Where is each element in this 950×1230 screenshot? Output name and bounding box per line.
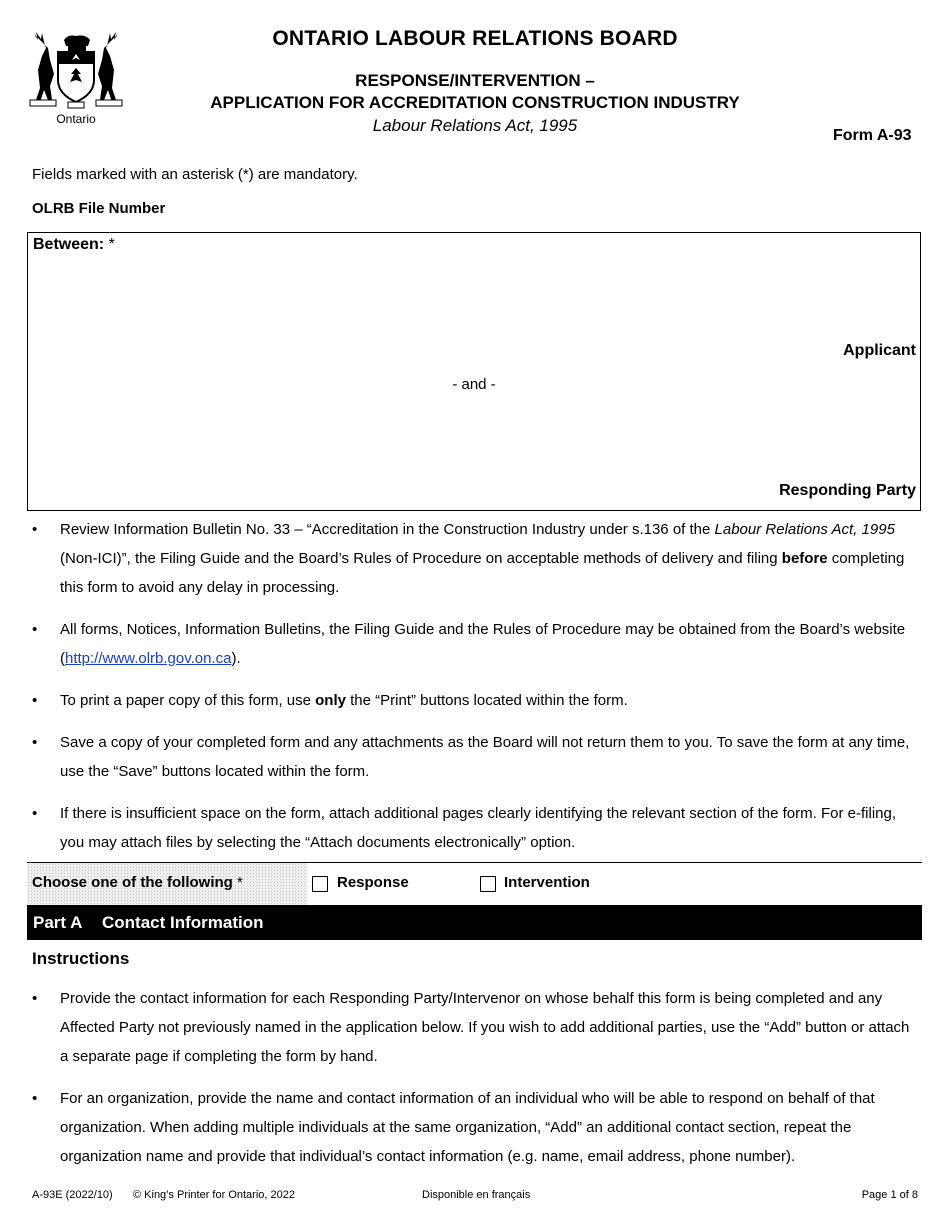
list-item: • Provide the contact information for each Responding Party/Intervenor on whose behalf this form is being completed and any Affected Party not previously named in the application below. If you wish to add additional parties, use the “Add” button or attach a separate page if completing the form by hand. bbox=[32, 984, 918, 1071]
bullet-icon: • bbox=[32, 621, 38, 638]
footer-copyright: © King’s Printer for Ontario, 2022 bbox=[133, 1189, 295, 1201]
and-separator: - and - bbox=[452, 376, 496, 393]
intervention-checkbox[interactable] bbox=[480, 876, 496, 892]
bullet-icon: • bbox=[32, 521, 38, 538]
bullet-icon: • bbox=[32, 805, 38, 822]
bullet-icon: • bbox=[32, 734, 38, 751]
part-a-number: Part A bbox=[33, 913, 83, 932]
intervention-option-label[interactable]: Intervention bbox=[504, 874, 590, 891]
choose-one-label: Choose one of the following * bbox=[32, 874, 243, 891]
footer-form-code: A-93E (2022/10) bbox=[32, 1189, 113, 1201]
part-a-header bbox=[27, 905, 922, 940]
general-instructions-list bbox=[32, 515, 918, 870]
bullet-icon: • bbox=[32, 692, 38, 709]
response-checkbox[interactable] bbox=[312, 876, 328, 892]
olrb-file-number-label: OLRB File Number bbox=[32, 200, 166, 217]
footer-french-available: Disponible en français bbox=[422, 1189, 531, 1201]
bullet-icon: • bbox=[32, 990, 38, 1007]
board-title: ONTARIO LABOUR RELATIONS BOARD bbox=[272, 27, 678, 50]
responding-party-label: Responding Party bbox=[779, 482, 916, 499]
applicant-label: Applicant bbox=[843, 342, 916, 359]
olrb-website-link[interactable]: http://www.olrb.gov.on.ca bbox=[65, 650, 232, 667]
instructions-heading: Instructions bbox=[32, 949, 130, 968]
form-subtitle-line-1: RESPONSE/INTERVENTION – bbox=[355, 71, 595, 90]
parties-box[interactable] bbox=[27, 232, 921, 511]
footer-page-number: Page 1 of 8 bbox=[861, 1189, 918, 1201]
list-item: • All forms, Notices, Information Bulletins, the Filing Guide and the Rules of Procedure may be obtained from the Board’s website (http://www.olrb.gov.on.ca). bbox=[32, 615, 918, 673]
between-label: Between: * bbox=[33, 236, 115, 253]
list-item: • Review Information Bulletin No. 33 – “Accreditation in the Construction Industry under s.136 of the Labour Relations Act, 1995 (Non-ICI)”, the Filing Guide and the Board’s Rules of Procedure on acceptable methods of delivery and filing before completing this form to avoid any delay in processing. bbox=[32, 515, 918, 602]
logo-caption: Ontario bbox=[56, 112, 96, 126]
list-item: • For an organization, provide the name and contact information of an individual who will be able to respond on behalf of that organization. When adding multiple individuals at the same organization, “Add” an additional contact section, repeat the organization name and provide that individual’s contact information (e.g. name, email address, phone number). bbox=[32, 1084, 918, 1171]
list-item: • Save a copy of your completed form and any attachments as the Board will not return them to you. To save the form at any time, use the “Save” buttons located within the form. bbox=[32, 728, 918, 786]
list-item: • To print a paper copy of this form, use only the “Print” buttons located within the form. bbox=[32, 686, 918, 715]
act-name: Labour Relations Act, 1995 bbox=[372, 116, 578, 135]
part-a-instructions-list bbox=[32, 984, 918, 1184]
form-number: Form A-93 bbox=[833, 127, 912, 144]
mandatory-notice: Fields marked with an asterisk (*) are mandatory. bbox=[32, 166, 358, 183]
form-subtitle-line-2: APPLICATION FOR ACCREDITATION CONSTRUCTION INDUSTRY bbox=[210, 93, 740, 112]
list-item: • If there is insufficient space on the form, attach additional pages clearly identifying the relevant section of the form. For e-filing, you may attach files by selecting the “Attach documents electronically” option. bbox=[32, 799, 918, 857]
bullet-icon: • bbox=[32, 1090, 38, 1107]
response-option-label[interactable]: Response bbox=[337, 874, 409, 891]
part-a-title: Contact Information bbox=[102, 913, 264, 932]
